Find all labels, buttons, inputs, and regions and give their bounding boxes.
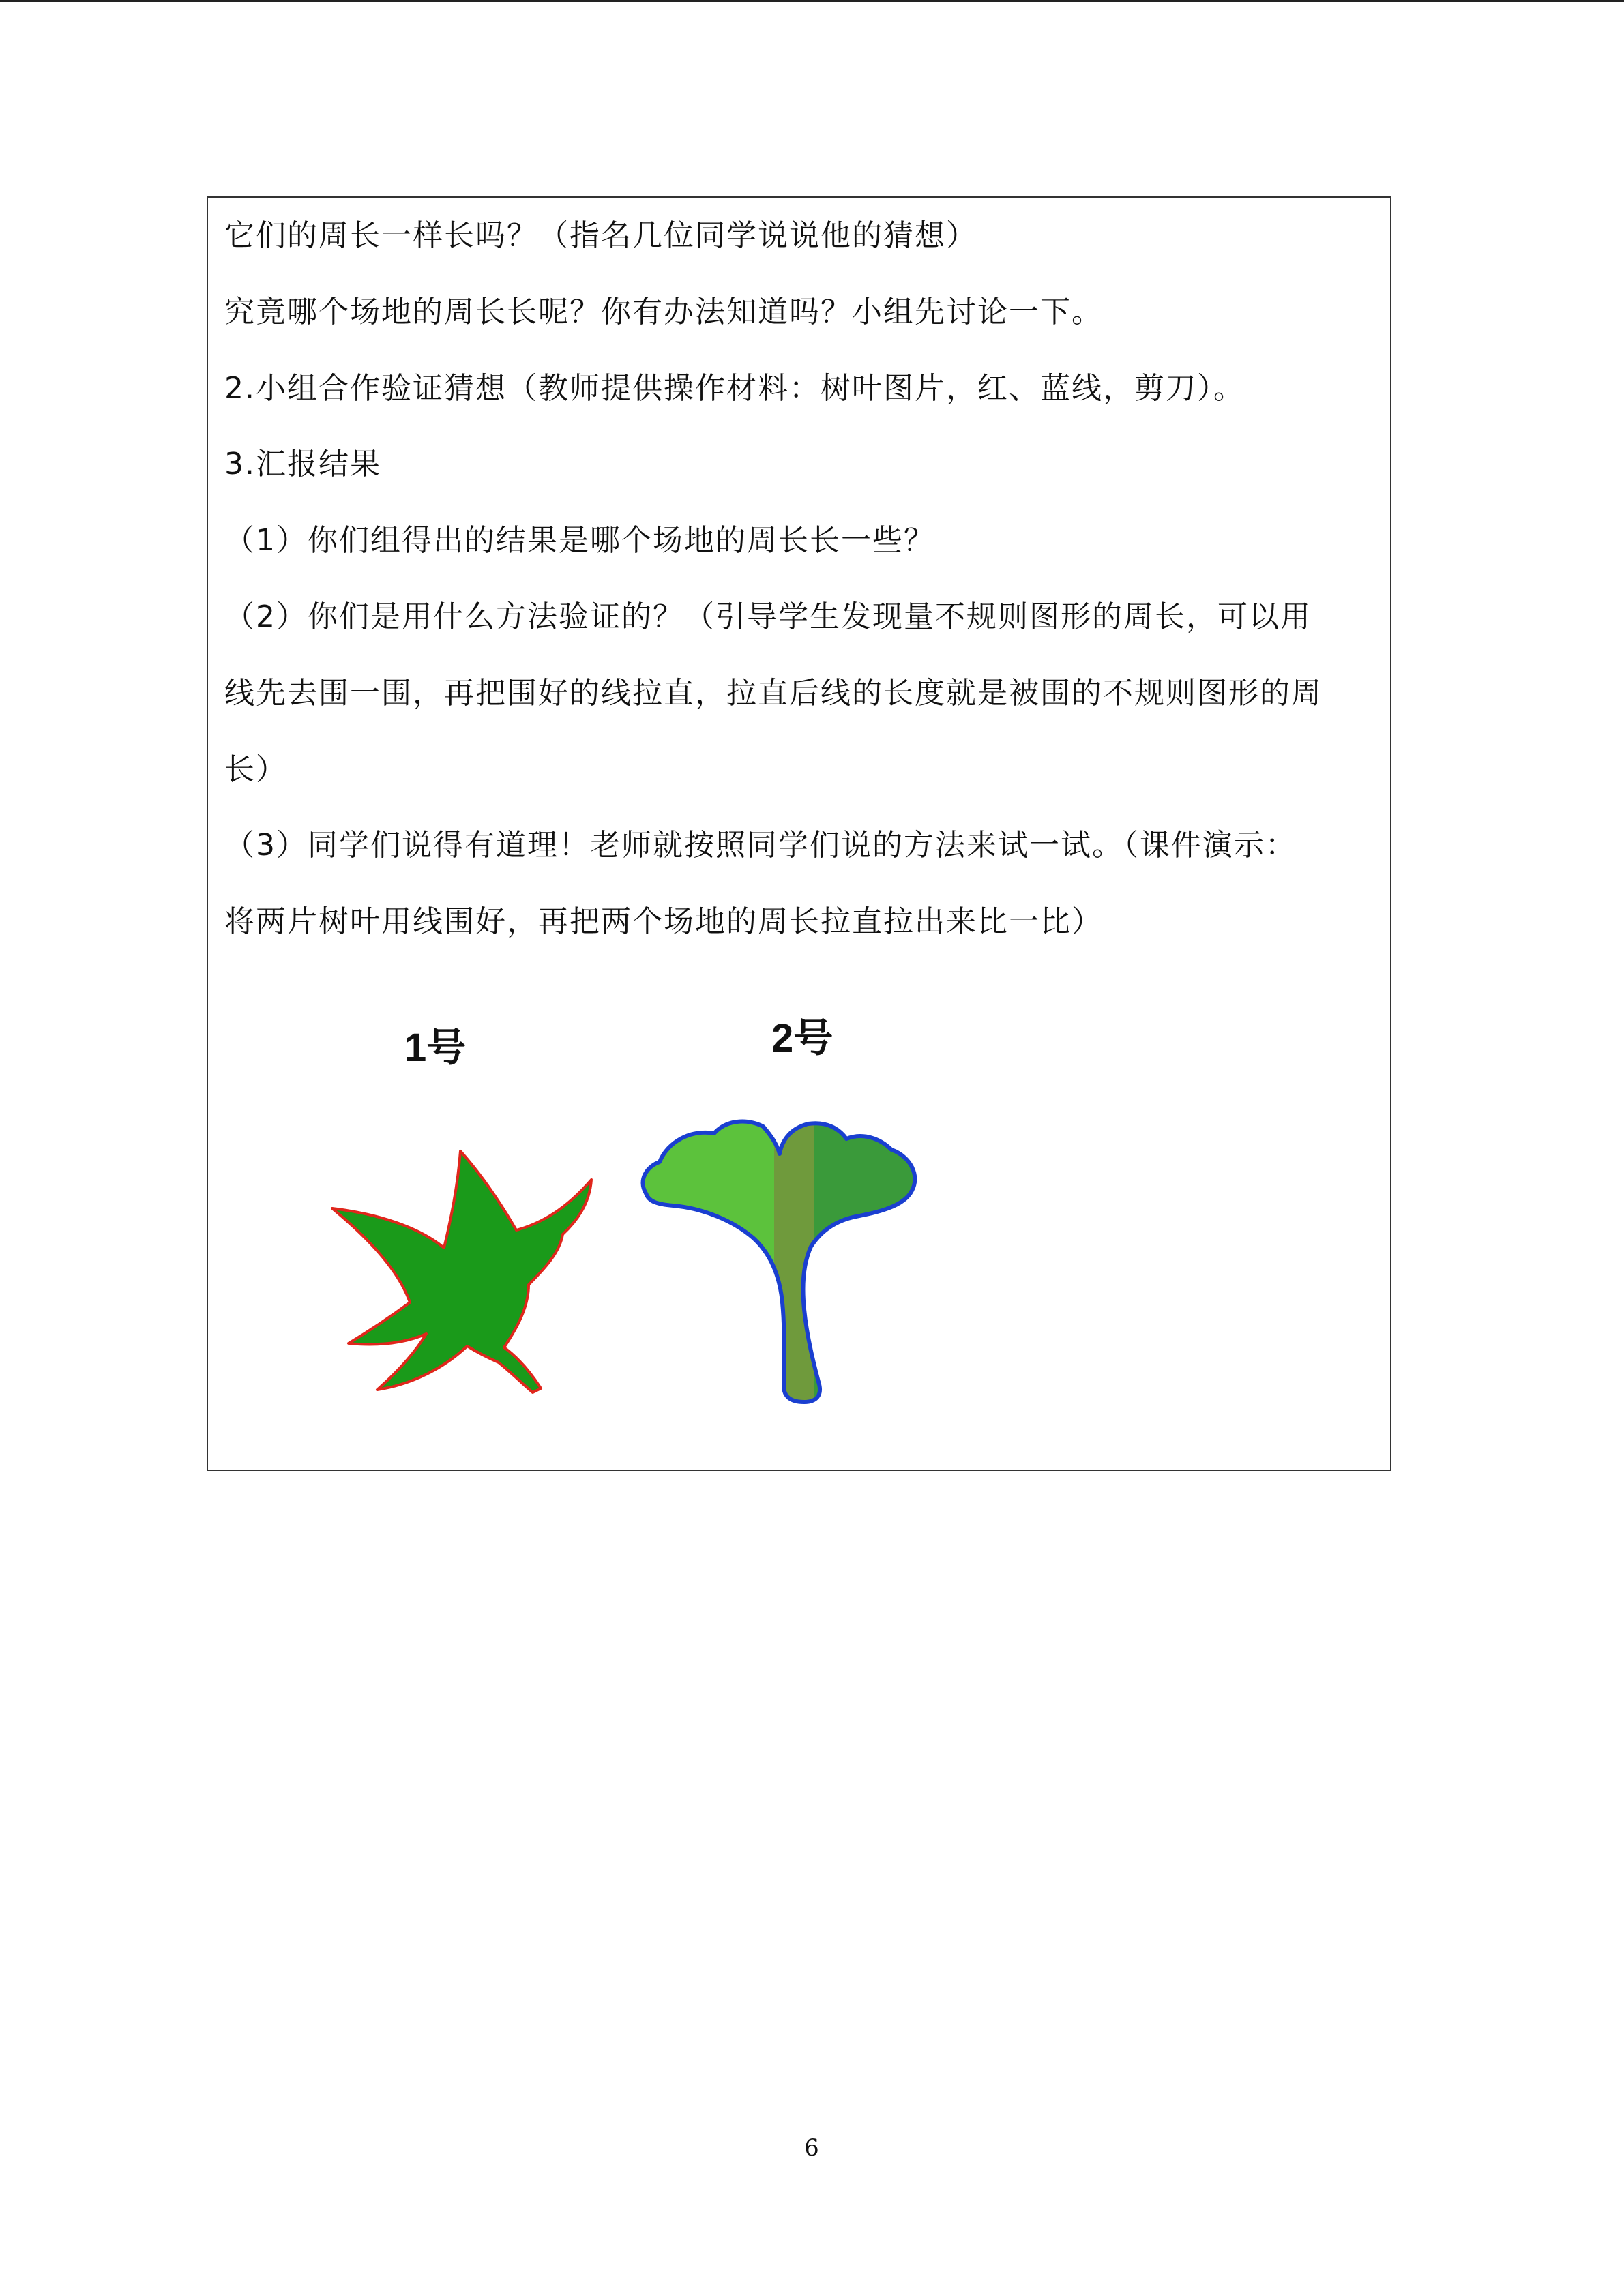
lesson-line-1: 它们的周长一样长吗？（指名几位同学说说他的猜想） xyxy=(224,218,977,253)
page-number: 6 xyxy=(804,2134,819,2162)
lesson-line-6: （2）你们是用什么方法验证的？（引导学生发现量不规则图形的周长，可以用 xyxy=(224,599,1312,634)
lesson-line-2: 究竟哪个场地的周长长呢？你有办法知道吗？小组先讨论一下。 xyxy=(224,295,1103,329)
maple-leaf-icon xyxy=(324,1139,597,1398)
lesson-line-9: （3）同学们说得有道理！老师就按照同学们说的方法来试一试。（课件演示： xyxy=(224,828,1297,863)
ginkgo-leaf-icon xyxy=(638,1091,924,1412)
leaf-1-label: 1号 xyxy=(404,1026,467,1070)
lesson-line-4: 3.汇报结果 xyxy=(224,447,381,481)
lesson-line-10: 将两片树叶用线围好，再把两个场地的周长拉直拉出来比一比） xyxy=(224,904,1103,939)
lesson-line-8: 长） xyxy=(224,752,287,787)
lesson-line-7: 线先去围一围，再把围好的线拉直，拉直后线的长度就是被围的不规则图形的周 xyxy=(224,676,1323,711)
page-top-border xyxy=(0,0,1624,2)
leaf-2-label: 2号 xyxy=(771,1016,833,1060)
lesson-line-3: 2.小组合作验证猜想（教师提供操作材料：树叶图片，红、蓝线，剪刀）。 xyxy=(224,371,1245,406)
lesson-content-box xyxy=(207,196,1391,1471)
lesson-line-5: （1）你们组得出的结果是哪个场地的周长长一些？ xyxy=(224,523,935,558)
